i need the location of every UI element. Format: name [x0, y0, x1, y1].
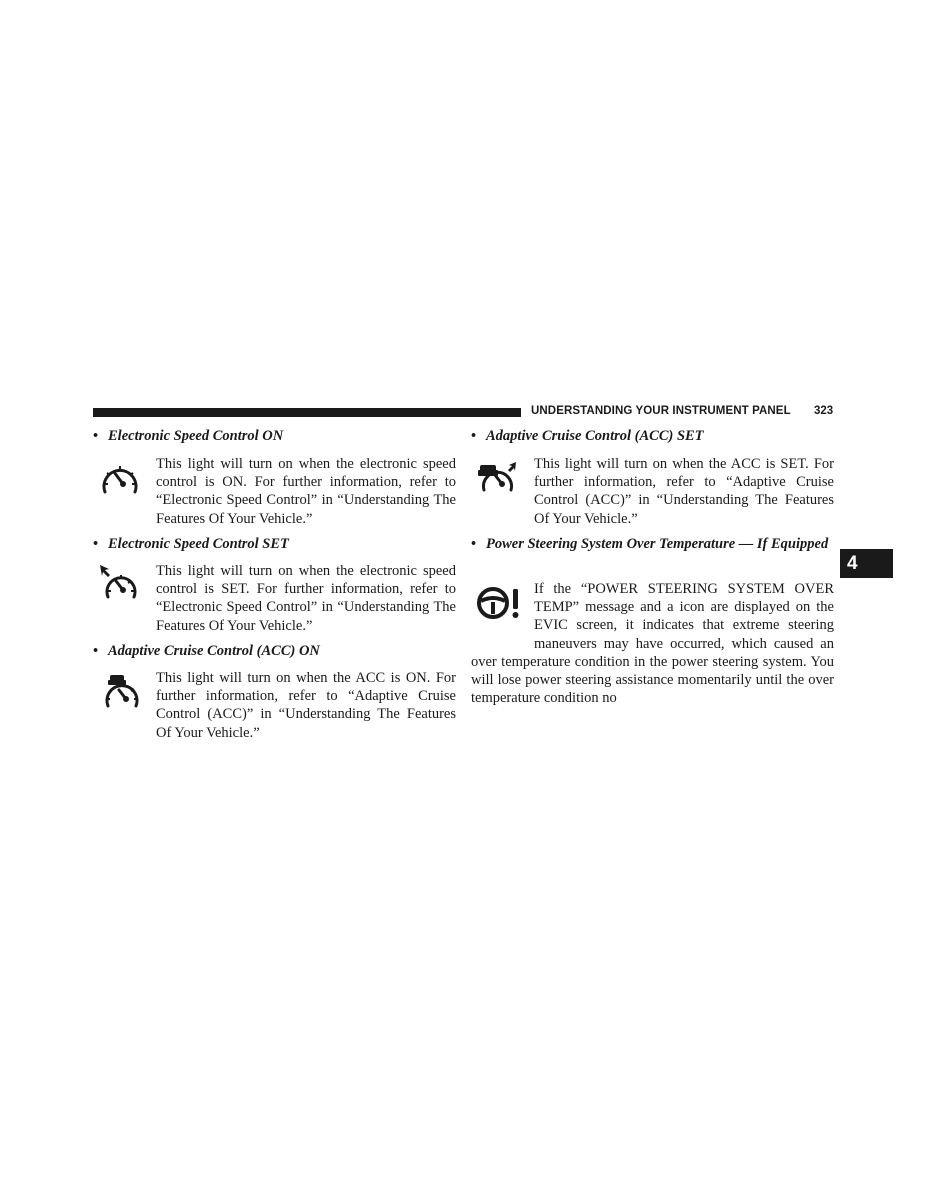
page-number: 323 [814, 405, 834, 417]
speedometer-set-icon [98, 563, 142, 603]
description-adaptive-cruise-control-on: This light will turn on when the ACC is ON. For further information, refer to “Adaptive Cruise Control (ACC)” in “Understanding The Features Of Your Vehicle.” [156, 670, 456, 741]
bullet: • [93, 643, 99, 659]
running-header-title: UNDERSTANDING YOUR INSTRUMENT PANEL [531, 405, 791, 417]
description-power-steering-over-temp: If the “POWER STEERING SYSTEM OVER TEMP” message and a icon are displayed on the EVIC screen, it indicates that extreme steering maneuvers may have occurred, which caused an over temperature condition in the power steering system. You will lose power steering assistance momentarily until the over temperature condition no [471, 581, 834, 707]
description-electronic-speed-control-on: This light will turn on when the electronic speed control is ON. For further information, refer to “Electronic Speed Control” in “Understanding The Features Of Your Vehicle.” [156, 456, 456, 527]
bullet: • [471, 536, 477, 552]
heading-electronic-speed-control-on: • Electronic Speed Control ON [93, 428, 284, 444]
heading-adaptive-cruise-control-on: • Adaptive Cruise Control (ACC) ON [93, 643, 320, 659]
heading-power-steering-over-temp: • Power Steering System Over Temperature — If Equipped [471, 536, 829, 552]
description-electronic-speed-control-set: This light will turn on when the electronic speed control is SET. For further information, refer to “Electronic Speed Control” in “Understanding The Features Of Your Vehicle.” [156, 563, 456, 634]
speedometer-icon [98, 458, 142, 498]
adaptive-cruise-on-icon [100, 672, 144, 712]
bullet: • [93, 428, 99, 444]
bullet: • [471, 428, 477, 444]
header-rule [93, 408, 521, 417]
bullet: • [93, 536, 99, 552]
chapter-tab: 4 [840, 549, 893, 578]
heading-electronic-speed-control-set: • Electronic Speed Control SET [93, 536, 289, 552]
description-adaptive-cruise-control-set: This light will turn on when the ACC is SET. For further information, refer to “Adaptive Cruise Control (ACC)” in “Understanding The Features Of Your Vehicle.” [534, 456, 834, 527]
heading-adaptive-cruise-control-set: • Adaptive Cruise Control (ACC) SET [471, 428, 704, 444]
adaptive-cruise-set-icon [476, 460, 520, 496]
